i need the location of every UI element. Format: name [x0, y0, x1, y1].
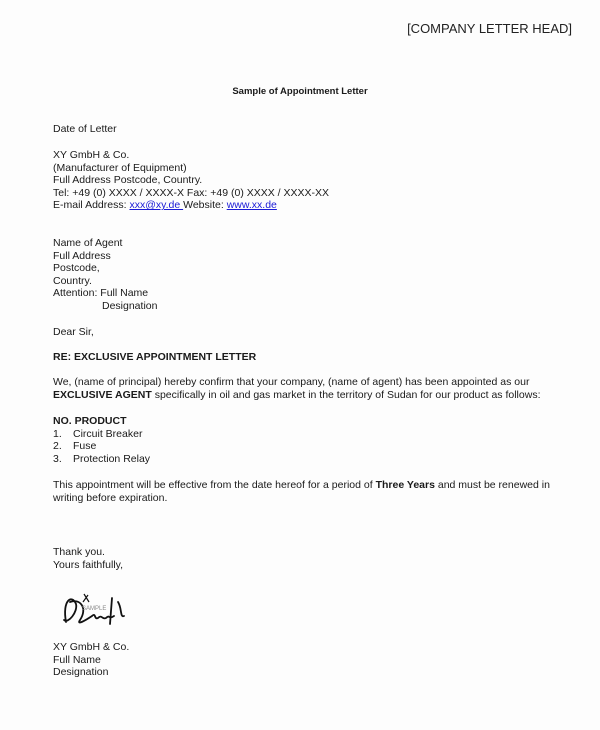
paragraph-line-1: We, (name of principal) hereby confirm that your company, (name of agent) has been appointed as our [53, 376, 530, 388]
footer-company: XY GmbH & Co. [53, 641, 130, 653]
sender-role: (Manufacturer of Equipment) [53, 161, 187, 174]
recipient-postcode: Postcode, [53, 262, 100, 275]
subject-line: RE: EXCLUSIVE APPOINTMENT LETTER [53, 351, 257, 363]
footer-signatory [53, 641, 129, 679]
signature-stamp-text: SAMPLE [82, 606, 107, 612]
paragraph-line-2: writing before expiration. [53, 491, 168, 504]
recipient-country: Country. [53, 274, 92, 287]
list-item-name: Fuse [73, 440, 97, 453]
list-item-name: Circuit Breaker [73, 427, 143, 440]
recipient-designation: Designation [102, 299, 158, 312]
sender-block [53, 149, 329, 212]
website-label: Website: [183, 199, 227, 212]
paragraph-appointment [53, 376, 540, 401]
list-item-number: 1. [53, 427, 62, 440]
signature-image [58, 590, 130, 632]
product-list [53, 415, 150, 465]
list-item [53, 440, 150, 453]
closing-yours: Yours faithfully, [53, 558, 124, 571]
product-heading: NO. PRODUCT [53, 415, 127, 427]
paragraph-line-2 [53, 389, 540, 402]
paragraph-line-1 [53, 479, 550, 492]
email-label: E-mail Address: [53, 199, 130, 212]
company-letterhead: [COMPANY LETTER HEAD] [407, 21, 572, 36]
recipient-name: Name of Agent [53, 237, 123, 249]
email-link[interactable]: xxx@xy.de [129, 199, 184, 212]
three-years-bold: Three Years [375, 479, 435, 491]
document-title: Sample of Appointment Letter [232, 86, 368, 97]
paragraph-effective-period [53, 479, 550, 504]
sender-contact-line [53, 199, 329, 212]
sender-tel-fax: Tel: +49 (0) XXXX / XXXX-X Fax: +49 (0) XXXX / XXXX-XX [53, 186, 330, 199]
sender-address: Full Address Postcode, Country. [53, 174, 203, 187]
recipient-block [53, 237, 157, 313]
footer-designation: Designation [53, 666, 109, 679]
period-pre-text: This appointment will be effective from the date hereof for a period of [53, 479, 376, 491]
list-item-name: Protection Relay [73, 452, 151, 465]
closing-block [53, 546, 123, 571]
salutation: Dear Sir, [53, 326, 94, 338]
list-item [53, 428, 150, 441]
list-item [53, 453, 150, 466]
closing-thanks: Thank you. [53, 546, 105, 558]
recipient-attention: Attention: Full Name [53, 287, 149, 300]
period-post-text: and must be renewed in [434, 479, 550, 491]
exclusive-agent-bold: EXCLUSIVE AGENT [53, 388, 152, 401]
website-link[interactable]: www.xx.de [226, 199, 277, 212]
sender-name: XY GmbH & Co. [53, 149, 130, 161]
paragraph-line-2-rest: specifically in oil and gas market in the territory of Sudan for our product as follows: [151, 388, 541, 401]
recipient-address: Full Address [53, 249, 111, 262]
footer-name: Full Name [53, 653, 101, 666]
date-of-letter: Date of Letter [53, 123, 117, 135]
list-item-number: 2. [53, 440, 62, 453]
list-item-number: 3. [53, 452, 62, 465]
